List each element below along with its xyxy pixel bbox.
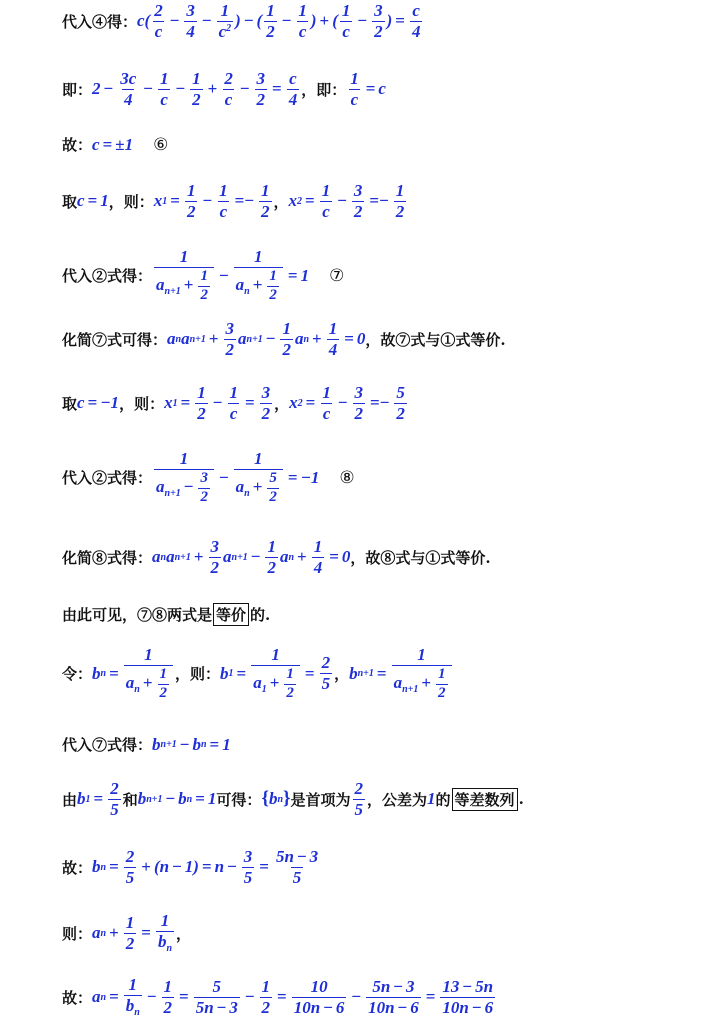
equation: b 1 = $\frac{2}{5}$ [77, 779, 119, 819]
equation: b n+1 = 1 $a_{n+1}$ + $\frac{1}{2}$ [349, 646, 453, 701]
line-simplify-8 [62, 538, 491, 577]
line-arithmetic-seq [62, 780, 524, 819]
equation: b n = 1 $a_n$ + $\frac{1}{2}$ [92, 646, 175, 701]
label: 代入④得： [62, 12, 138, 31]
equation: a n = $\frac{1}{b_n}$ − $\frac{1}{2}$ = $\frac{5}{5n - 3}$ − $\frac{1}{2}$ = $\frac{10}{10n - 6}$ − $\frac{5n - 3}{10n - 6}$ = $\frac{13 - 5n}{10n - 6}$ [92, 975, 494, 1018]
label: ，故⑧式与①式等价. [350, 548, 491, 567]
label: 故： [62, 136, 93, 154]
equation: a n a n+1 + $\frac{3}{2}$ a n+1 − $\frac{1}{2}$ a n + $\frac{1}{4}$ = 0 [167, 319, 366, 359]
marker-6: ⑥ [153, 134, 169, 155]
label: 故： [62, 988, 93, 1007]
line-simplify [62, 70, 386, 109]
label: ，则： [108, 192, 154, 211]
equation: b n+1 − b n = 1 [152, 734, 231, 754]
marker-8: ⑧ [339, 467, 355, 488]
boxed-term: 等价 [213, 603, 249, 626]
label: 则： [62, 924, 93, 943]
line-an-relation [62, 912, 191, 954]
line-substitute-2-b [62, 450, 357, 505]
equation: b n = $\frac{2}{5}$ + (n − 1) = n − $\frac{3}{5}$ = $\frac{5n - 3}{5}$ [92, 847, 319, 887]
marker-7: ⑦ [329, 265, 345, 286]
label: 令： [62, 665, 93, 684]
label: 和 [122, 790, 138, 809]
label: 的 [435, 790, 451, 809]
line-substitute-4 [62, 2, 424, 41]
equation: { b n } [261, 788, 291, 810]
equation: 1 $a_{n+1}$ − $\frac{3}{2}$ − 1 $a_n$ + $\frac{5}{2}$ = −1 [156, 449, 320, 505]
label: 化简⑧式得： [62, 548, 153, 567]
line-take-c-1: 取 c = 1 ，则： x 1 = $\frac{1}{2}$ − $\frac{1}{c}$ =− $\frac{1}{2}$ ， x 2 = $\frac{1}{c}$ − $\frac{3}{2}$ =− $\frac{1}{2}$ [62, 182, 408, 221]
equation: x 1 = $\frac{1}{2}$ − $\frac{1}{c}$ =− $\frac{1}{2}$ [153, 181, 270, 221]
label: ，故⑦式与①式等价. [365, 330, 506, 349]
equation: b 1 = 1 $a_1$ + $\frac{1}{2}$ = $\frac{2}{5}$ [220, 645, 331, 701]
boxed-term: 等差数列 [452, 788, 518, 811]
equation: c( $\frac{2}{c}$ − $\frac{3}{4}$ − $\frac{1}{c^2}$ ) − ( $\frac{1}{2}$ − $\frac{1}{c}$ ) + ( $\frac{1}{c}$ − $\frac{3}{2}$ ) = $\frac{c}{4}$ [137, 1, 421, 41]
line-take-c-neg1: 取 c = −1 ，则： x 1 = $\frac{1}{2}$ − $\frac{1}{c}$ = $\frac{3}{2}$ ， x 2 = $\frac{1}{c}$ − $\frac{3}{2}$ =− $\frac{5}{2}$ [62, 384, 409, 423]
equation: $\frac{1}{c}$ = c [350, 69, 386, 109]
equation: x 1 = $\frac{1}{2}$ − $\frac{1}{c}$ = $\frac{3}{2}$ [164, 383, 271, 423]
label: 取 [62, 394, 78, 413]
equation: c = −1 [77, 393, 120, 413]
line-let-bn: 令： b n = 1 $a_n$ + $\frac{1}{2}$ ，则： b 1 = 1 $a_1$ + $\frac{1}{2}$ = $\frac{2}{5}$ ， b n+1 = 1 $a_{n+1}$ + $\frac{1}{2}$ [62, 646, 454, 701]
equation: c = ±1 [92, 134, 134, 154]
equation: a n + $\frac{1}{2}$ = $\frac{1}{b_n}$ [92, 911, 173, 954]
line-substitute-7 [62, 734, 231, 755]
equation: a n a n+1 + $\frac{3}{2}$ a n+1 − $\frac{1}{2}$ a n + $\frac{1}{4}$ = 0 [152, 537, 351, 577]
equation: 2 − $\frac{3c}{4}$ − $\frac{1}{c}$ − $\frac{1}{2}$ + $\frac{2}{c}$ − $\frac{3}{2}$ = $\frac{c}{4}$ [92, 69, 298, 109]
label: ，即： [301, 80, 347, 99]
label: 代入⑦式得： [62, 736, 153, 754]
label: 代入②式得： [62, 469, 153, 488]
label: ，则： [175, 665, 221, 684]
label: 故： [62, 858, 93, 877]
equation: x 2 = $\frac{1}{c}$ − $\frac{3}{2}$ =− $\frac{1}{2}$ [288, 181, 405, 221]
label: 代入②式得： [62, 267, 153, 286]
label: . [518, 790, 524, 809]
equation: c = 1 [77, 191, 109, 211]
line-substitute-2-a [62, 248, 346, 303]
equation: 1 [427, 789, 436, 809]
label: ，公差为 [367, 790, 428, 809]
label: 取 [62, 192, 78, 211]
equation: x 2 = $\frac{1}{c}$ − $\frac{3}{2}$ =− $\frac{5}{2}$ [289, 383, 405, 423]
label: 由 [62, 790, 78, 809]
line-bn-formula [62, 848, 322, 887]
label: 化简⑦式可得： [62, 330, 168, 349]
label: 的. [250, 606, 271, 624]
line-c-value [62, 134, 170, 155]
label: ， [176, 924, 192, 943]
label: 是首项为 [290, 790, 351, 809]
equation: $\frac{2}{5}$ [354, 779, 364, 819]
line-an-formula [62, 976, 497, 1018]
line-simplify-7 [62, 320, 506, 359]
line-equivalent [62, 603, 270, 626]
label: 可得： [216, 790, 262, 809]
label: 由此可见，⑦⑧两式是 [62, 606, 213, 624]
equation: b n+1 − b n = 1 [137, 789, 217, 809]
label: 即： [62, 80, 93, 99]
label: ，则： [119, 394, 165, 413]
equation: 1 $a_{n+1}$ + $\frac{1}{2}$ − 1 $a_n$ + $\frac{1}{2}$ = 1 [156, 247, 310, 303]
